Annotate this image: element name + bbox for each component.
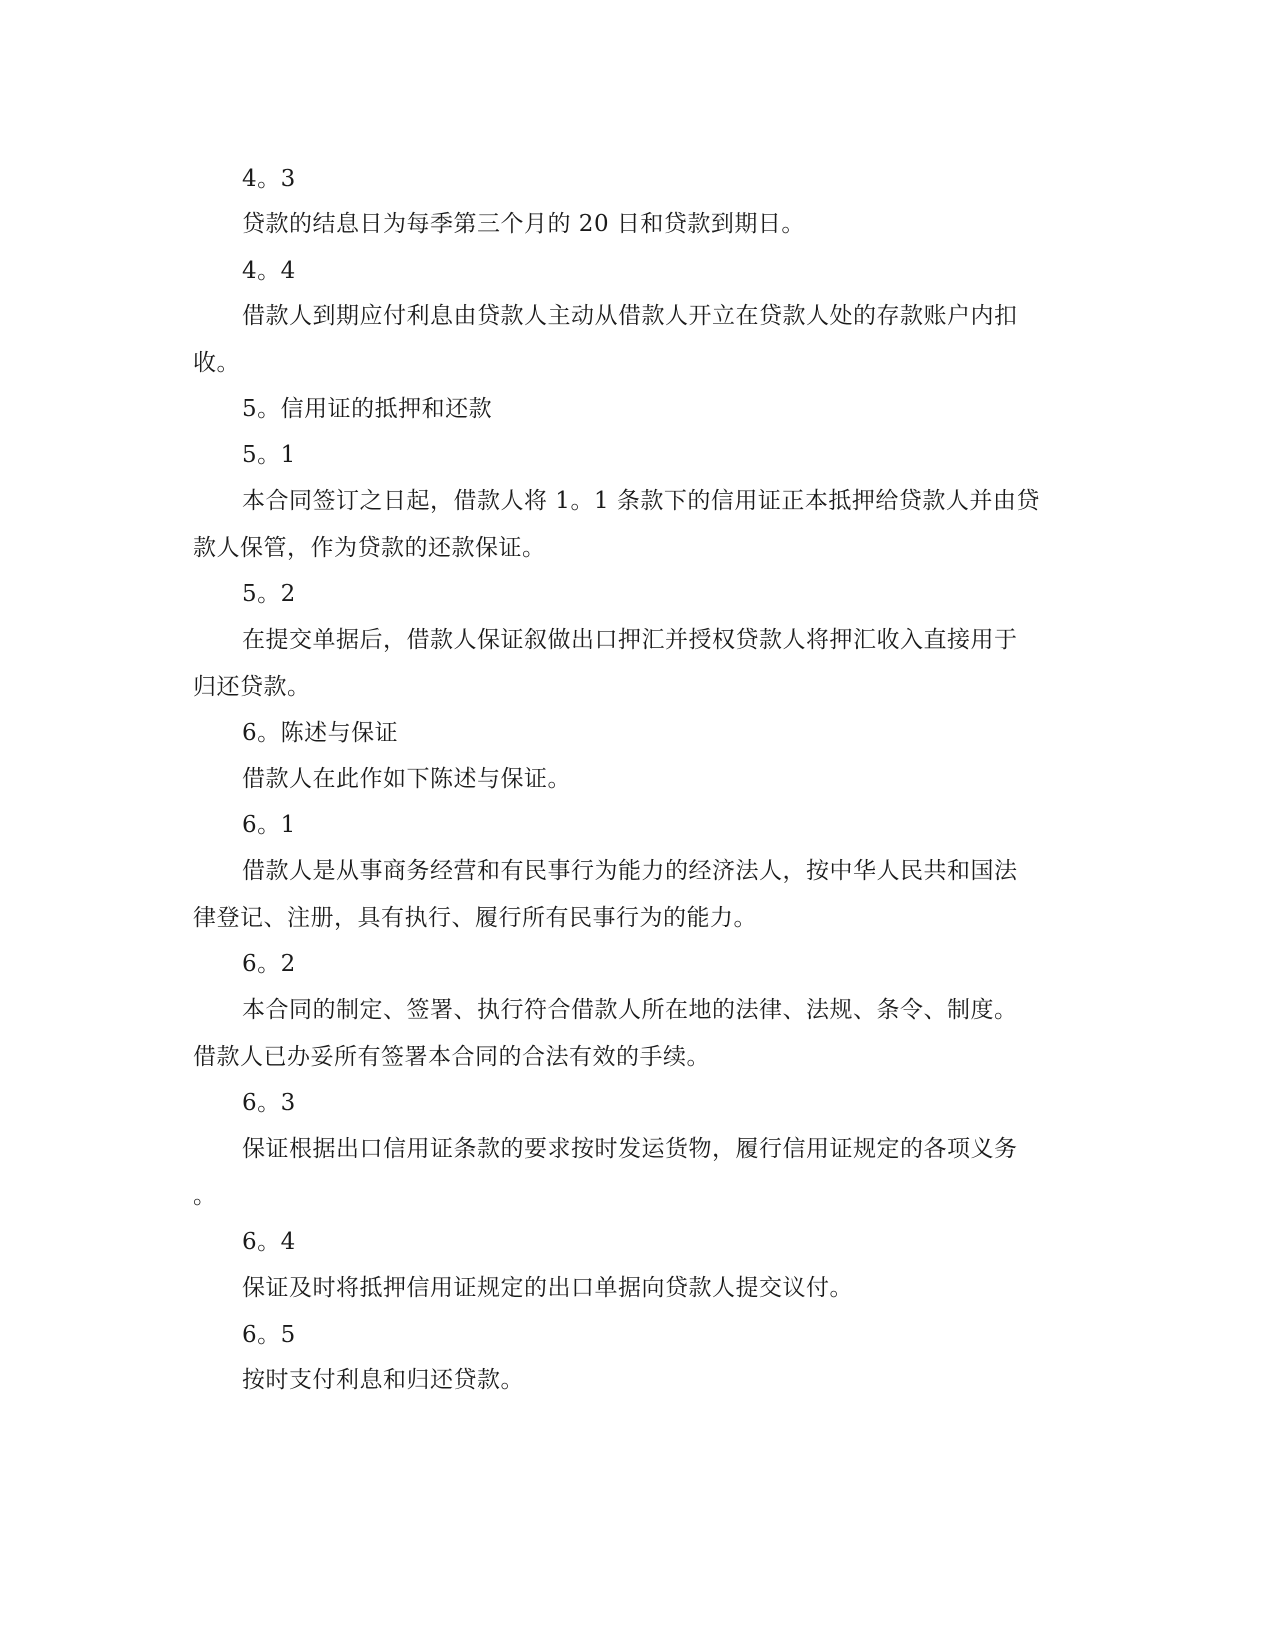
clause-number: 4。4 xyxy=(242,258,296,284)
paragraph-line: 保证及时将抵押信用证规定的出口单据向贷款人提交议付。 xyxy=(242,1275,853,1301)
paragraph-line: 保证根据出口信用证条款的要求按时发运货物，履行信用证规定的各项义务 xyxy=(242,1136,1018,1162)
paragraph-line: 本合同签订之日起，借款人将 1。1 条款下的信用证正本抵押给贷款人并由贷 xyxy=(242,488,1040,514)
paragraph-line: 借款人是从事商务经营和有民事行为能力的经济法人，按中华人民共和国法 xyxy=(242,858,1018,884)
paragraph-line: 。 xyxy=(193,1183,217,1209)
clause-number: 6。5 xyxy=(242,1322,296,1348)
paragraph-line: 律登记、注册，具有执行、履行所有民事行为的能力。 xyxy=(193,905,757,931)
paragraph-line: 归还贷款。 xyxy=(193,674,311,700)
paragraph-line: 款人保管，作为贷款的还款保证。 xyxy=(193,535,546,561)
section-heading: 6。陈述与保证 xyxy=(242,720,399,746)
paragraph-line: 本合同的制定、签署、执行符合借款人所在地的法律、法规、条令、制度。 xyxy=(242,997,1018,1023)
paragraph-line: 贷款的结息日为每季第三个月的 20 日和贷款到期日。 xyxy=(242,211,805,237)
paragraph-line: 借款人在此作如下陈述与保证。 xyxy=(242,766,571,792)
paragraph-line: 收。 xyxy=(193,350,240,376)
section-heading: 5。信用证的抵押和还款 xyxy=(242,396,493,422)
paragraph-line: 按时支付利息和归还贷款。 xyxy=(242,1367,524,1393)
paragraph-line: 在提交单据后，借款人保证叙做出口押汇并授权贷款人将押汇收入直接用于 xyxy=(242,627,1018,653)
clause-number: 5。2 xyxy=(242,581,296,607)
clause-number: 6。4 xyxy=(242,1229,296,1255)
clause-number: 6。2 xyxy=(242,951,296,977)
paragraph-line: 借款人已办妥所有签署本合同的合法有效的手续。 xyxy=(193,1044,710,1070)
paragraph-line: 借款人到期应付利息由贷款人主动从借款人开立在贷款人处的存款账户内扣 xyxy=(242,303,1018,329)
clause-number: 5。1 xyxy=(242,442,296,468)
clause-number: 4。3 xyxy=(242,166,296,192)
clause-number: 6。1 xyxy=(242,812,296,838)
clause-number: 6。3 xyxy=(242,1090,296,1116)
